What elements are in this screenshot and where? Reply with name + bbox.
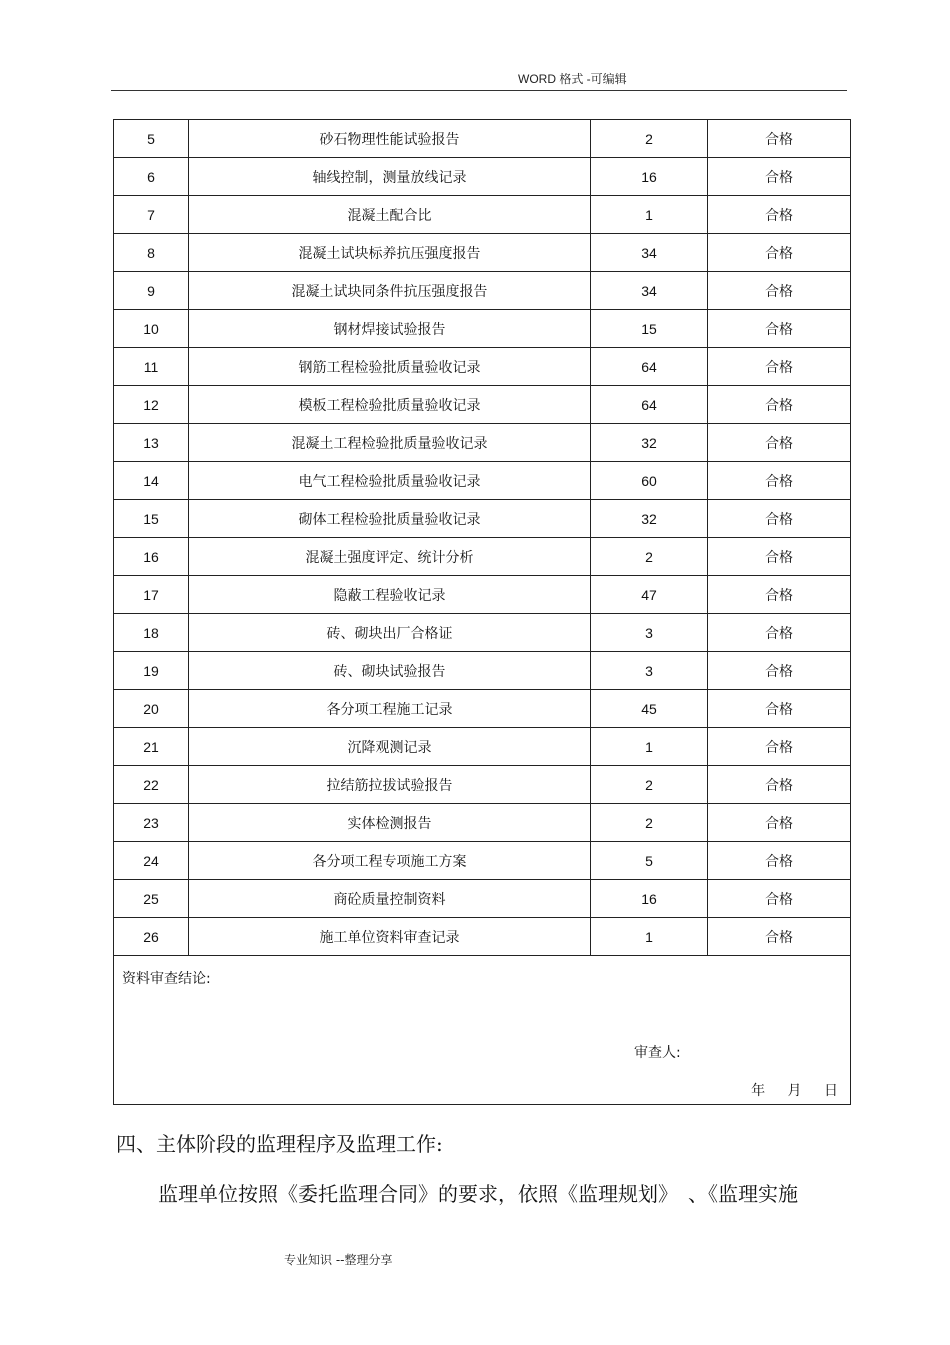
table-row	[114, 158, 851, 196]
item-count: 1	[591, 728, 708, 766]
item-result: 合格	[708, 538, 851, 576]
row-number: 24	[114, 842, 189, 880]
row-number: 18	[114, 614, 189, 652]
item-result: 合格	[708, 310, 851, 348]
item-count: 2	[591, 538, 708, 576]
item-name: 钢筋工程检验批质量验收记录	[189, 348, 591, 386]
row-number: 22	[114, 766, 189, 804]
item-result: 合格	[708, 652, 851, 690]
item-name: 混凝土工程检验批质量验收记录	[189, 424, 591, 462]
item-name: 砂石物理性能试验报告	[189, 120, 591, 158]
table-row	[114, 500, 851, 538]
item-name: 拉结筋拉拔试验报告	[189, 766, 591, 804]
item-result: 合格	[708, 576, 851, 614]
row-number: 19	[114, 652, 189, 690]
page-header: WORD 格式 -可编辑	[518, 72, 627, 86]
item-result: 合格	[708, 272, 851, 310]
item-result: 合格	[708, 918, 851, 956]
item-count: 3	[591, 652, 708, 690]
header-divider	[111, 90, 847, 91]
table-row	[114, 728, 851, 766]
item-name: 砌体工程检验批质量验收记录	[189, 500, 591, 538]
item-count: 2	[591, 120, 708, 158]
item-result: 合格	[708, 348, 851, 386]
reviewer-label: 审查人:	[634, 1045, 681, 1061]
item-count: 3	[591, 614, 708, 652]
table-row	[114, 690, 851, 728]
item-name: 混凝土试块同条件抗压强度报告	[189, 272, 591, 310]
item-name: 砖、砌块试验报告	[189, 652, 591, 690]
table-row	[114, 880, 851, 918]
item-count: 15	[591, 310, 708, 348]
item-count: 2	[591, 766, 708, 804]
table-row	[114, 272, 851, 310]
item-result: 合格	[708, 766, 851, 804]
conclusion-row	[114, 956, 851, 1105]
item-count: 16	[591, 158, 708, 196]
item-count: 1	[591, 918, 708, 956]
item-count: 60	[591, 462, 708, 500]
item-name: 电气工程检验批质量验收记录	[189, 462, 591, 500]
item-name: 混凝土试块标养抗压强度报告	[189, 234, 591, 272]
page-footer: 专业知识 --整理分享	[284, 1253, 393, 1267]
table-row	[114, 348, 851, 386]
item-name: 商砼质量控制资料	[189, 880, 591, 918]
item-count: 45	[591, 690, 708, 728]
table-row	[114, 842, 851, 880]
row-number: 14	[114, 462, 189, 500]
item-result: 合格	[708, 120, 851, 158]
item-count: 5	[591, 842, 708, 880]
row-number: 8	[114, 234, 189, 272]
row-number: 5	[114, 120, 189, 158]
conclusion-label: 资料审查结论:	[122, 971, 211, 987]
table-row	[114, 120, 851, 158]
item-name: 各分项工程施工记录	[189, 690, 591, 728]
item-result: 合格	[708, 500, 851, 538]
item-name: 施工单位资料审查记录	[189, 918, 591, 956]
item-count: 1	[591, 196, 708, 234]
row-number: 7	[114, 196, 189, 234]
item-result: 合格	[708, 614, 851, 652]
item-result: 合格	[708, 690, 851, 728]
table-row	[114, 310, 851, 348]
item-count: 34	[591, 272, 708, 310]
table-row	[114, 804, 851, 842]
item-result: 合格	[708, 842, 851, 880]
records-table-body	[114, 120, 851, 1105]
item-name: 混凝土配合比	[189, 196, 591, 234]
row-number: 16	[114, 538, 189, 576]
item-count: 32	[591, 424, 708, 462]
item-count: 34	[591, 234, 708, 272]
item-name: 砖、砌块出厂合格证	[189, 614, 591, 652]
item-name: 混凝土强度评定、统计分析	[189, 538, 591, 576]
date-line: 年 月 日	[751, 1083, 838, 1099]
item-count: 47	[591, 576, 708, 614]
table-row	[114, 766, 851, 804]
item-name: 实体检测报告	[189, 804, 591, 842]
item-name: 沉降观测记录	[189, 728, 591, 766]
item-name: 钢材焊接试验报告	[189, 310, 591, 348]
item-name: 模板工程检验批质量验收记录	[189, 386, 591, 424]
item-count: 64	[591, 348, 708, 386]
item-result: 合格	[708, 234, 851, 272]
item-name: 各分项工程专项施工方案	[189, 842, 591, 880]
item-result: 合格	[708, 196, 851, 234]
row-number: 26	[114, 918, 189, 956]
table-row	[114, 918, 851, 956]
item-count: 2	[591, 804, 708, 842]
row-number: 17	[114, 576, 189, 614]
item-name: 隐蔽工程验收记录	[189, 576, 591, 614]
conclusion-cell	[114, 956, 851, 1105]
row-number: 23	[114, 804, 189, 842]
table-row	[114, 234, 851, 272]
row-number: 13	[114, 424, 189, 462]
item-name: 轴线控制，测量放线记录	[189, 158, 591, 196]
row-number: 15	[114, 500, 189, 538]
row-number: 20	[114, 690, 189, 728]
item-result: 合格	[708, 386, 851, 424]
row-number: 11	[114, 348, 189, 386]
row-number: 25	[114, 880, 189, 918]
table-row	[114, 386, 851, 424]
table-row	[114, 462, 851, 500]
item-result: 合格	[708, 804, 851, 842]
body-paragraph: 监理单位按照《委托监理合同》的要求，依照《监理规划》 、《监理实施	[158, 1182, 798, 1206]
item-result: 合格	[708, 158, 851, 196]
table-row	[114, 614, 851, 652]
item-result: 合格	[708, 462, 851, 500]
item-result: 合格	[708, 424, 851, 462]
table-row	[114, 196, 851, 234]
row-number: 10	[114, 310, 189, 348]
table-row	[114, 652, 851, 690]
item-result: 合格	[708, 728, 851, 766]
table-row	[114, 424, 851, 462]
item-count: 64	[591, 386, 708, 424]
item-count: 16	[591, 880, 708, 918]
table-row	[114, 576, 851, 614]
row-number: 9	[114, 272, 189, 310]
section-heading: 四、主体阶段的监理程序及监理工作:	[116, 1132, 443, 1156]
table-row	[114, 538, 851, 576]
row-number: 12	[114, 386, 189, 424]
row-number: 6	[114, 158, 189, 196]
records-table	[113, 119, 851, 1105]
item-result: 合格	[708, 880, 851, 918]
item-count: 32	[591, 500, 708, 538]
row-number: 21	[114, 728, 189, 766]
